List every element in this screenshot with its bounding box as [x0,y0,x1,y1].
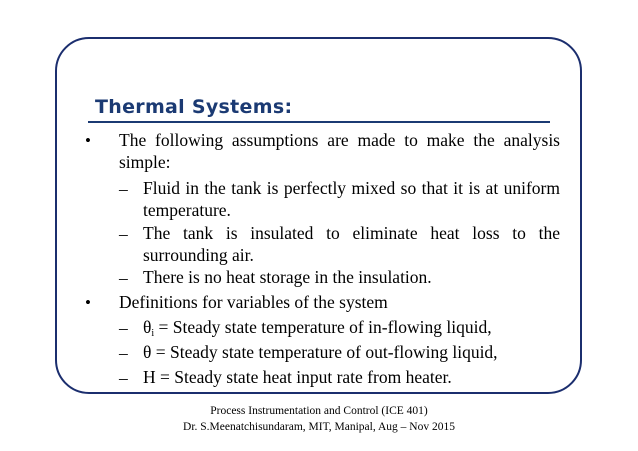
sub-2-1-dash: – [119,318,128,338]
sub-1-1-line-2: temperature. [143,200,231,220]
sub-2-2-line: θ = Steady state temperature of out-flowing liquid, [143,342,498,362]
sub-2-1-text: = Steady state temperature of in-flowing liquid, [154,317,492,337]
slide-frame [55,37,582,394]
footer-author: Dr. S.Meenatchisundaram, MIT, Manipal, Aug – Nov 2015 [183,421,455,433]
theta-symbol: θ [143,317,152,337]
sub-1-2-dash: – [119,224,128,244]
slide-title: Thermal Systems: [95,96,293,118]
sub-1-2-line-1: The tank is insulated to eliminate heat loss to the [143,223,560,243]
title-underline [88,121,550,123]
sub-1-3-dash: – [119,268,128,288]
sub-2-3-dash: – [119,368,128,388]
bullet-2-marker: • [85,293,91,312]
sub-2-2-dash: – [119,343,128,363]
footer-course: Process Instrumentation and Control (ICE 401) [210,405,428,417]
sub-2-3-line: H = Steady state heat input rate from heater. [143,367,452,387]
sub-1-3-line-1: There is no heat storage in the insulation. [143,267,432,287]
bullet-1-line-2: simple: [119,152,171,172]
sub-1-1-dash: – [119,179,128,199]
bullet-2-line-1: Definitions for variables of the system [119,292,388,312]
sub-1-1-line-1: Fluid in the tank is perfectly mixed so that it is at uniform [143,178,560,198]
theta-subscript: i [151,328,155,339]
sub-2-1-line [143,317,492,337]
bullet-1-marker: • [85,131,91,150]
bullet-1-line-1: The following assumptions are made to make the analysis [119,130,560,150]
sub-1-2-line-2: surrounding air. [143,245,254,265]
